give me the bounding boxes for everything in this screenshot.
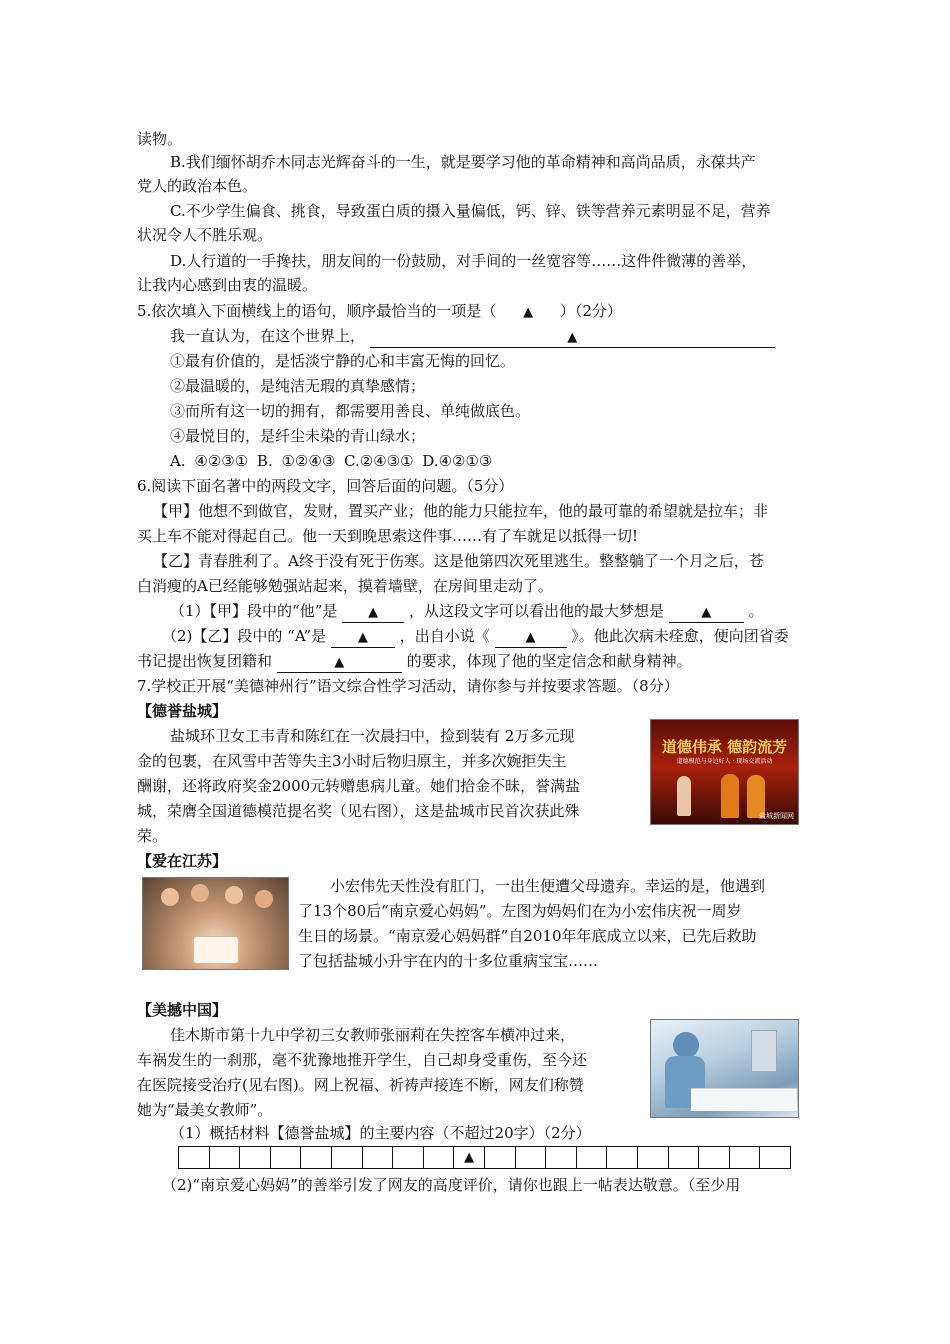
answer-triangle-icon: ▲: [368, 605, 379, 620]
q6-blank-dream[interactable]: [669, 602, 744, 623]
grid-cell[interactable]: [454, 1147, 485, 1169]
person-figure: [161, 888, 179, 906]
award-ceremony-photo: [650, 719, 799, 825]
person-figure: [191, 884, 209, 902]
person-figure: [673, 1032, 699, 1058]
q5-option-3: ③而所有这一切的拥有，都需要用善良、单纯做底色。: [170, 402, 531, 420]
answer-triangle-icon: ▲: [334, 655, 345, 670]
q7-section-meihan-line2: 车祸发生的一刹那，毫不犹豫地推开学生，自己却身受重伤，至今还: [137, 1051, 588, 1069]
answer-triangle-icon: ▲: [464, 1150, 475, 1165]
q5-option-2: ②最温暖的，是纯洁无瑕的真挚感情；: [170, 377, 426, 395]
birthday-celebration-photo: [142, 877, 289, 970]
grid-cell[interactable]: [699, 1147, 730, 1169]
q7-subquestion-1: （1）概括材料【德誉盐城】的主要内容（不超过20字）（2分）: [170, 1124, 591, 1142]
q7-section-deyu-line4: 城，荣膺全国道德模范提名奖（见右图），这是盐城市民首次获此殊: [137, 802, 580, 820]
grid-cell[interactable]: [210, 1147, 241, 1169]
grid-cell[interactable]: [546, 1147, 577, 1169]
q5-option-4: ④最悦目的，是纤尘未染的青山绿水；: [170, 427, 426, 445]
q4-option-d-line1: D.人行道的一手搀扶，朋友间的一份鼓励，对手间的一丝宽容等……这件件微薄的善举，: [170, 252, 757, 270]
banner-text: 道德伟承 德韵流芳: [661, 738, 788, 756]
q7-section-deyu-line1: 盐城环卫女工韦青和陈红在一次晨扫中，捡到装有 2万多元现: [170, 727, 575, 745]
q5-lead-sentence: 我一直认为，在这个世界上， ▲: [170, 325, 775, 348]
q4-option-d-line2: 让我内心感到由衷的温暖。: [137, 276, 318, 294]
q5-option-1: ①最有价值的，是恬淡宁静的心和丰富无悔的回忆。: [170, 352, 516, 370]
q7-section-aizai-line4: 了包括盐城小升宇在内的十多位重病宝宝……: [298, 952, 599, 970]
q6-passage-yi-line2: 白消瘦的A已经能够勉强站起来，摸着墙壁，在房间里走动了。: [137, 577, 553, 595]
q6-blank-novel[interactable]: [495, 627, 567, 648]
q6-subquestion-1: （1）【甲】段中的“他”是 ▲ ，从这段文字可以看出他的最大梦想是 ▲ 。: [170, 600, 764, 623]
answer-triangle-icon: ▲: [525, 630, 536, 645]
q6-blank-a[interactable]: [331, 627, 395, 648]
q5-stem: 5.依次填入下面横线上的语句，顺序最恰当的一项是（ ▲ ）（2分）: [137, 302, 622, 320]
grid-cell[interactable]: [179, 1147, 210, 1169]
grid-cell[interactable]: [577, 1147, 608, 1169]
q7-section-aizai-title: 【爱在江苏】: [137, 852, 228, 870]
q7-section-meihan-line1: 佳木斯市第十九中学初三女教师张丽莉在失控客车横冲过来，: [170, 1026, 576, 1044]
q6-blank-request[interactable]: [277, 652, 402, 673]
q7-section-meihan-title: 【美撼中国】: [137, 1001, 228, 1019]
banner-subtext: 道德模范与身边好人 · 现场交流活动: [676, 758, 773, 765]
q5-answer-blank[interactable]: [370, 327, 775, 348]
q7-section-deyu-line3: 酬谢，还将政府奖金2000元转赠患病儿童。她们拾金不昧，誉满盐: [137, 777, 581, 795]
grid-cell[interactable]: [730, 1147, 761, 1169]
grid-cell[interactable]: [393, 1147, 424, 1169]
answer-triangle-icon: ▲: [567, 330, 578, 345]
answer-triangle-icon: ▲: [701, 605, 712, 620]
answer-triangle-icon: ▲: [357, 630, 368, 645]
q7-section-deyu-line2: 金的包裹，在风雪中苦等失主3小时后物归原主，并多次婉拒失主: [137, 752, 567, 770]
grid-cell[interactable]: [516, 1147, 547, 1169]
q4-option-b-line1: B.我们缅怀胡乔木同志光辉奋斗的一生，就是要学习他的革命精神和高尚品质，永葆共产: [170, 153, 756, 171]
grid-cell[interactable]: [638, 1147, 669, 1169]
birthday-cake: [193, 936, 239, 964]
q4-option-c-line2: 状况令人不胜乐观。: [137, 226, 273, 244]
answer-grid[interactable]: [178, 1146, 791, 1169]
grid-cell[interactable]: [485, 1147, 516, 1169]
q6-passage-yi-line1: 【乙】青春胜利了。A终于没有死于伤寒。这是他第四次死里逃生。整整躺了一个月之后，苍: [153, 552, 764, 570]
q4-option-b-line2: 党人的政治本色。: [137, 177, 258, 195]
grid-cell[interactable]: [760, 1147, 791, 1169]
person-figure: [255, 890, 273, 908]
hospital-bed: [691, 1088, 797, 1111]
grid-cell[interactable]: [271, 1147, 302, 1169]
q4-continuation: 读物。: [137, 130, 183, 148]
person-figure: [225, 886, 243, 904]
q7-section-meihan-line3: 在医院接受治疗(见右图)。网上祝福、祈祷声接连不断，网友们称赞: [137, 1076, 584, 1094]
q6-subquestion-2-cont: 书记提出恢复团籍和 ▲ 的要求，体现了他的坚定信念和献身精神。: [137, 650, 692, 673]
grid-cell[interactable]: [301, 1147, 332, 1169]
q4-option-c-line1: C.不少学生偏食、挑食，导致蛋白质的摄入量偏低，钙、锌、铁等营养元素明显不足，营养: [170, 202, 771, 220]
q6-stem: 6.阅读下面名著中的两段文字，回答后面的问题。（5分）: [137, 477, 514, 495]
grid-cell[interactable]: [240, 1147, 271, 1169]
medical-equipment: [751, 1030, 777, 1072]
q7-section-deyu-title: 【德誉盐城】: [137, 702, 228, 720]
grid-cell[interactable]: [424, 1147, 455, 1169]
q6-subquestion-2: （2)【乙】段中的 “A”是 ▲ ，出自小说《 ▲ 》。他此次病未痊愈，便向团省委: [162, 625, 789, 648]
person-figure: [721, 774, 739, 818]
q6-passage-jia-line1: 【甲】他想不到做官，发财，置买产业；他的能力只能拉车，他的最可靠的希望就是拉车；非: [153, 502, 769, 520]
q7-section-aizai-line1: 小宏伟先天性没有肛门，一出生便遭父母遗弃。幸运的是，他遇到: [330, 877, 766, 895]
q7-subquestion-2: （2)“南京爱心妈妈”的善举引发了网友的高度评价，请你也跟上一帖表达敬意。（至少用: [162, 1176, 741, 1194]
q7-stem: 7.学校正开展“美德神州行”语文综合性学习活动，请你参与并按要求答题。（8分）: [137, 677, 679, 695]
q7-section-aizai-line3: 生日的场景。“南京爱心妈妈群”自2010年年底成立以来，已先后救助: [298, 927, 757, 945]
tv-logo: 盐城新闻网: [759, 812, 794, 820]
grid-cell[interactable]: [363, 1147, 394, 1169]
q7-section-meihan-line4: 她为“最美女教师”。: [137, 1101, 273, 1119]
grid-cell[interactable]: [332, 1147, 363, 1169]
q5-choices: A. ④②③① B. ①②④③ C.②④③① D.④②①③: [170, 452, 493, 470]
person-figure: [677, 776, 691, 816]
q6-blank-he[interactable]: [342, 602, 404, 623]
q7-section-aizai-line2: 了13个80后“南京爱心妈妈”。左图为妈妈们在为小宏伟庆祝一周岁: [298, 902, 742, 920]
grid-cell[interactable]: [669, 1147, 700, 1169]
answer-triangle-icon: ▲: [523, 305, 534, 320]
hospital-treatment-photo: [650, 1019, 799, 1118]
grid-cell[interactable]: [607, 1147, 638, 1169]
q7-section-deyu-line5: 荣。: [137, 827, 168, 845]
q6-passage-jia-line2: 买上车不能对得起自己。他一天到晚思索这件事……有了车就足以抵得一切!: [137, 527, 639, 545]
